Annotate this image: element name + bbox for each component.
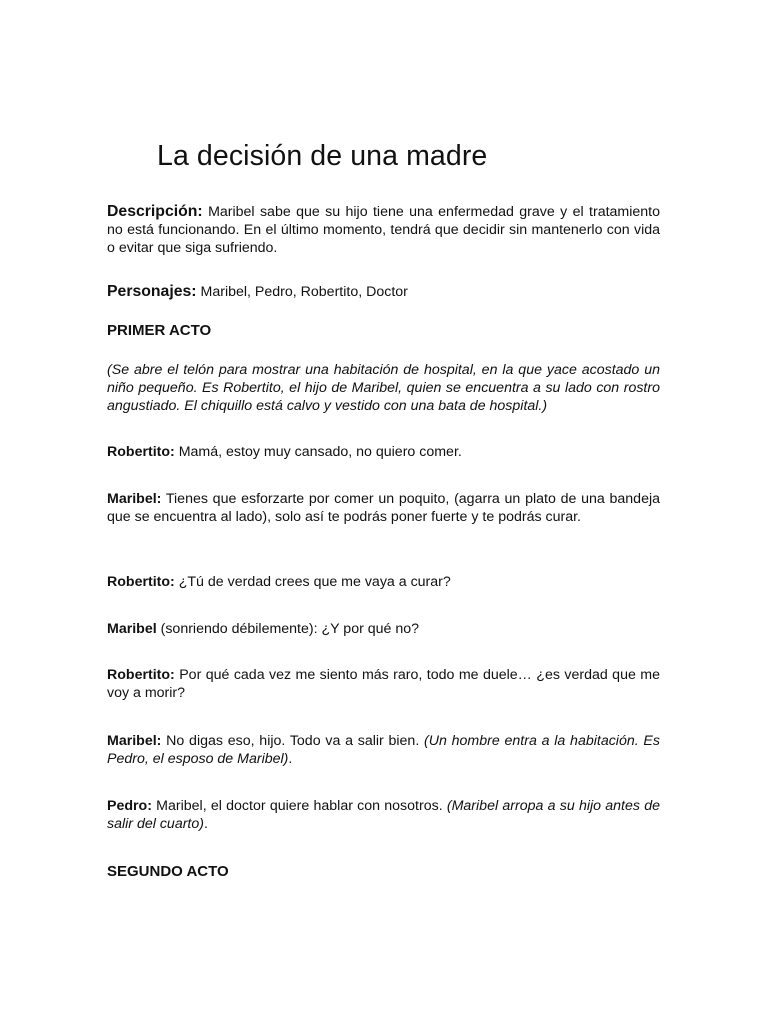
dialogue-line [107,573,660,591]
inline-stage-direction: (Maribel arropa a su hijo antes de salir del cuarto) [107,798,660,832]
speaker-name: Maribel [107,621,157,637]
dialogue-text: Mamá, estoy muy cansado, no quiero comer. [174,444,462,460]
dialogue-line [107,666,660,702]
dialogue-line [107,732,660,768]
stage-direction: (Se abre el telón para mostrar una habitación de hospital, en la que yace acostado un niño pequeño. Es Robertito, el hijo de Maribel, quien se encuentra a su lado con rostro angustiado. El chiquillo está calvo y vestido con una bata de hospital.) [107,362,660,414]
dialogue-text: No digas eso, hijo. Todo va a salir bien. [161,733,425,749]
inline-stage-direction: (Un hombre entra a la habitación. Es Pedro, el esposo de Maribel) [107,733,660,767]
speaker-name: Robertito: [107,444,175,460]
speaker-name: Pedro: [107,798,152,814]
dialogue-tail: . [204,816,208,832]
speaker-name: Maribel: [107,491,162,507]
dialogue-text: Maribel, el doctor quiere hablar con nosotros. [151,798,447,814]
speaker-name: Maribel: [107,733,162,749]
characters-text: Maribel, Pedro, Robertito, Doctor [196,284,408,300]
description-label: Descripción: [107,203,203,220]
speaker-name: Robertito: [107,574,175,590]
document-title: La decisión de una madre [157,140,488,172]
dialogue-text: ¿Tú de verdad crees que me vaya a curar? [174,574,451,590]
characters-paragraph [107,283,660,301]
act-one-heading: PRIMER ACTO [107,322,212,339]
description-paragraph [107,203,660,257]
dialogue-line [107,490,660,526]
dialogue-text: (sonriendo débilemente): ¿Y por qué no? [156,621,420,637]
act-two-heading: SEGUNDO ACTO [107,863,229,880]
dialogue-text: Por qué cada vez me siento más raro, todo me duele… ¿es verdad que me voy a morir? [107,667,660,701]
dialogue-line [107,620,660,638]
speaker-name: Robertito: [107,667,175,683]
characters-label: Personajes: [107,283,197,300]
dialogue-text: Tienes que esforzarte por comer un poquito, (agarra un plato de una bandeja que se encuentra al lado), solo así te podrás poner fuerte y te podrás curar. [107,491,660,525]
dialogue-tail: . [288,751,293,767]
dialogue-line [107,797,660,833]
dialogue-line [107,443,660,461]
description-text: Maribel sabe que su hijo tiene una enfermedad grave y el tratamiento no está funcionando. En el último momento, tendrá que decidir sin mantenerlo con vida o evitar que siga sufriendo. [107,204,660,256]
